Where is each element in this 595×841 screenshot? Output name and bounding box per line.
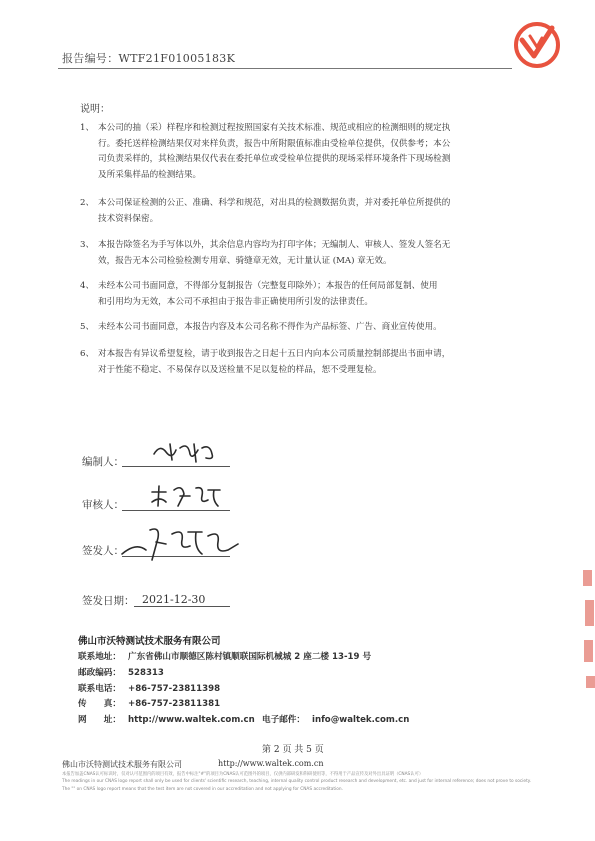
contact-fax xyxy=(78,697,220,709)
company-name: 佛山市沃特测试技术服务有限公司 xyxy=(78,636,221,647)
note-item xyxy=(80,279,518,310)
footer-company: 佛山市沃特测试技术服务有限公司 xyxy=(62,760,182,769)
note-line: 行。委托送样检测结果仅对来样负责，报告中所附限值标准由受检单位提供，仅供参考；本公 xyxy=(98,138,451,149)
footer-fine-print-cn: 本报告加盖CNAS认可标识时，仅对认可范围内的项目有效，报告中标注"#"的项目为CNAS认可范围外的项目，仅供内部研发和科研使用等，不得用于产品宣传及对外出具证明（CNAS认可） xyxy=(62,772,424,777)
postcode-label: 邮政编码： xyxy=(78,668,121,678)
note-line: 本公司的抽（采）样程序和检测过程按照国家有关技术标准、规范或相应的检测细则的规定执 xyxy=(98,123,451,133)
seam-seal-fragment xyxy=(584,640,593,662)
note-line: 和引用均为无效，本公司不承担由于报告非正确使用所引发的法律责任。 xyxy=(98,296,374,307)
note-number: 2、 xyxy=(80,198,95,208)
waltek-logo-icon xyxy=(512,20,562,70)
reviewer-label: 审核人： xyxy=(82,499,124,511)
contact-email xyxy=(262,713,409,725)
note-number: 1、 xyxy=(80,123,95,133)
note-item xyxy=(80,320,518,336)
seam-seal-fragment xyxy=(583,570,592,586)
note-line: 本报告除签名为手写体以外，其余信息内容均为打印字体；无编制人、审核人、签发人签名无 xyxy=(98,240,451,250)
note-line: 对于性能不稳定、不易保存以及送检量不足以复检的样品，恕不受理复检。 xyxy=(98,364,382,375)
note-number: 3、 xyxy=(80,240,95,250)
email-label: 电子邮件： xyxy=(262,715,305,725)
footer-fine-print-en-1: The readings in our CNAS logo report shall only be used for clients' scientific research, teaching, internal quality control product research and development, etc. and just for internal reference; does not prove to society. xyxy=(62,779,532,784)
reviewer-line xyxy=(122,510,230,511)
footer-website[interactable]: http://www.waltek.com.cn xyxy=(218,759,324,768)
note-item xyxy=(80,121,518,183)
seam-seal-fragment xyxy=(586,676,595,688)
page-number: 第 2 页 共 5 页 xyxy=(262,745,324,755)
website-value[interactable]: http://www.waltek.com.cn xyxy=(128,715,255,725)
note-number: 5、 xyxy=(80,322,95,332)
website-label: 网 址： xyxy=(78,715,121,725)
editor-label: 编制人： xyxy=(82,456,124,468)
editor-signature xyxy=(150,440,220,464)
note-line: 未经本公司书面同意，本报告内容及本公司名称不得作为产品标签、广告、商业宣传使用。 xyxy=(98,322,442,332)
issuer-label: 签发人： xyxy=(82,545,124,557)
contact-website xyxy=(78,713,255,725)
contact-address xyxy=(78,650,371,662)
email-value[interactable]: info@waltek.com.cn xyxy=(312,715,410,725)
header-divider xyxy=(58,68,512,69)
report-number: 报告编号：WTF21F01005183K xyxy=(62,52,236,65)
postcode-value: 528313 xyxy=(128,668,164,678)
seam-seal-fragment xyxy=(585,600,594,626)
reviewer-signature xyxy=(148,482,228,510)
note-line: 及所采集样品的检测结果。 xyxy=(98,169,202,180)
editor-line xyxy=(122,466,230,467)
footer-fine-print-en-2: The "" on CNAS logo report means that the test item are not covered in our accreditation and not applying for CNAS accreditation. xyxy=(62,787,343,792)
note-line: 效，报告无本公司检验检测专用章、骑缝章无效，无计量认证 (MA) 章无效。 xyxy=(98,255,392,266)
address-value: 广东省佛山市顺德区陈村镇顺联国际机械城 2 座二楼 13-19 号 xyxy=(128,652,372,662)
issue-date-label: 签发日期： xyxy=(82,595,135,607)
note-line: 对本报告有异议希望复检，请于收到报告之日起十五日内向本公司质量控制部提出书面申请， xyxy=(98,349,451,359)
contact-postcode xyxy=(78,666,164,678)
note-line: 司负责采样的，其检测结果仅代表在委托单位或受检单位提供的现场采样环境条件下现场检测 xyxy=(98,154,451,164)
issuer-signature xyxy=(116,520,246,568)
issue-date-line xyxy=(134,606,230,607)
notes-title: 说明： xyxy=(80,104,110,115)
address-label: 联系地址： xyxy=(78,652,121,662)
note-line: 本公司保证检测的公正、准确、科学和规范，对出具的检测数据负责，并对委托单位所提供的 xyxy=(98,198,451,208)
note-number: 6、 xyxy=(80,349,95,359)
fax-label: 传 真： xyxy=(78,699,121,709)
phone-value: +86-757-23811398 xyxy=(128,684,221,694)
note-item xyxy=(80,347,518,378)
issue-date-value: 2021-12-30 xyxy=(142,593,206,606)
contact-phone xyxy=(78,682,220,694)
note-number: 4、 xyxy=(80,281,95,291)
note-line: 未经本公司书面同意，不得部分复制报告（完整复印除外）；本报告的任何局部复制、使用 xyxy=(98,281,438,291)
phone-label: 联系电话： xyxy=(78,684,121,694)
note-item xyxy=(80,238,518,269)
fax-value: +86-757-23811381 xyxy=(128,699,221,709)
note-item xyxy=(80,196,518,227)
note-line: 技术资料保密。 xyxy=(98,213,159,224)
